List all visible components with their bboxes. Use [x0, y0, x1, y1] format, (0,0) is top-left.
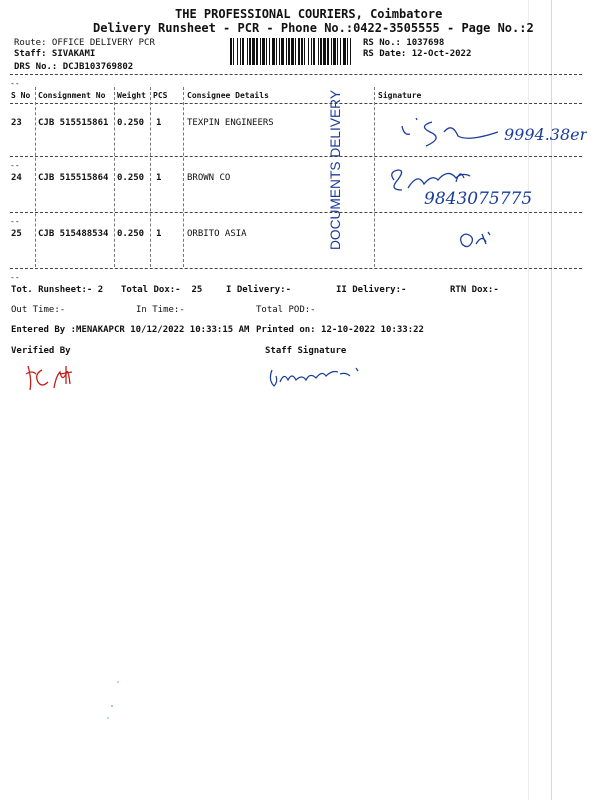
row-pcs: 1 [156, 173, 162, 183]
tot-runsheet: Tot. Runsheet:- 2 [11, 285, 104, 295]
row-weight: 0.250 [117, 118, 145, 128]
stamp-text: DOCUMENTS DELIVERY [328, 92, 343, 250]
col-divider [35, 87, 36, 267]
row-weight: 0.250 [117, 229, 145, 239]
dash-mark: -- [10, 273, 20, 282]
col-consignee: Consignee Details [187, 91, 269, 100]
row-consignment: CJB 515515864 [38, 173, 109, 183]
ii-delivery: II Delivery:- [336, 285, 407, 295]
col-divider [114, 87, 115, 267]
col-signature: Signature [378, 91, 422, 100]
col-divider [374, 87, 375, 267]
signature-row-24 [386, 160, 586, 210]
signature-phone: 9994.38er [504, 125, 587, 144]
signature-phone: 9843075775 [424, 189, 533, 209]
scan-specks [100, 670, 130, 730]
rule-header [10, 103, 582, 104]
signature-row-23 [392, 112, 587, 152]
row-pcs: 1 [156, 118, 162, 128]
verifier-signature [22, 360, 82, 394]
rule-bottom [10, 268, 582, 269]
row-sno: 23 [11, 118, 22, 128]
route-label: Route: OFFICE DELIVERY PCR [14, 38, 155, 48]
total-pod: Total POD:- [256, 305, 316, 315]
runsheet-title: Delivery Runsheet - PCR - Phone No.:0422-3505555 - Page No.:2 [93, 21, 534, 35]
rs-number: RS No.: 1037698 [363, 38, 445, 48]
row-consignee: ORBITO ASIA [187, 229, 247, 239]
col-sno: S No [11, 91, 31, 100]
entered-by: Entered By :MENAKAPCR 10/12/2022 10:33:15 AM [11, 325, 250, 335]
printed-on: Printed on: 12-10-2022 10:33:22 [256, 325, 424, 335]
rule-top [10, 74, 582, 75]
verified-by-label: Verified By [11, 346, 71, 356]
row-rule [10, 156, 582, 157]
row-consignee: TEXPIN ENGINEERS [187, 118, 274, 128]
col-divider [183, 87, 184, 267]
rs-date: RS Date: 12-Oct-2022 [363, 49, 472, 59]
company-name: THE PROFESSIONAL COURIERS, Coimbatore [175, 7, 443, 21]
documents-delivery-stamp [322, 88, 346, 254]
staff-signature-label: Staff Signature [265, 346, 347, 356]
dash-mark: -- [10, 79, 20, 88]
i-delivery: I Delivery:- [226, 285, 292, 295]
row-sno: 24 [11, 173, 22, 183]
col-pcs: PCS [153, 91, 168, 100]
row-consignment: CJB 515515861 [38, 118, 109, 128]
rtn-dox: RTN Dox:- [450, 285, 499, 295]
row-sno: 25 [11, 229, 22, 239]
total-dox: Total Dox:- 25 [121, 285, 203, 295]
signature-row-25 [456, 226, 506, 252]
row-pcs: 1 [156, 229, 162, 239]
out-time: Out Time:- [11, 305, 66, 315]
col-weight: Weight [117, 91, 146, 100]
barcode [230, 38, 352, 65]
col-consignment: Consignment No [38, 91, 106, 100]
staff-signature [266, 360, 376, 390]
dash-mark: -- [10, 217, 20, 226]
drs-number: DRS No.: DCJB103769802 [14, 62, 134, 72]
col-divider [150, 87, 151, 267]
dash-mark: -- [10, 161, 20, 170]
row-consignment: CJB 515488534 [38, 229, 109, 239]
in-time: In Time:- [136, 305, 185, 315]
row-rule [10, 212, 582, 213]
row-consignee: BROWN CO [187, 173, 231, 183]
staff-label: Staff: SIVAKAMI [14, 49, 96, 59]
row-weight: 0.250 [117, 173, 145, 183]
